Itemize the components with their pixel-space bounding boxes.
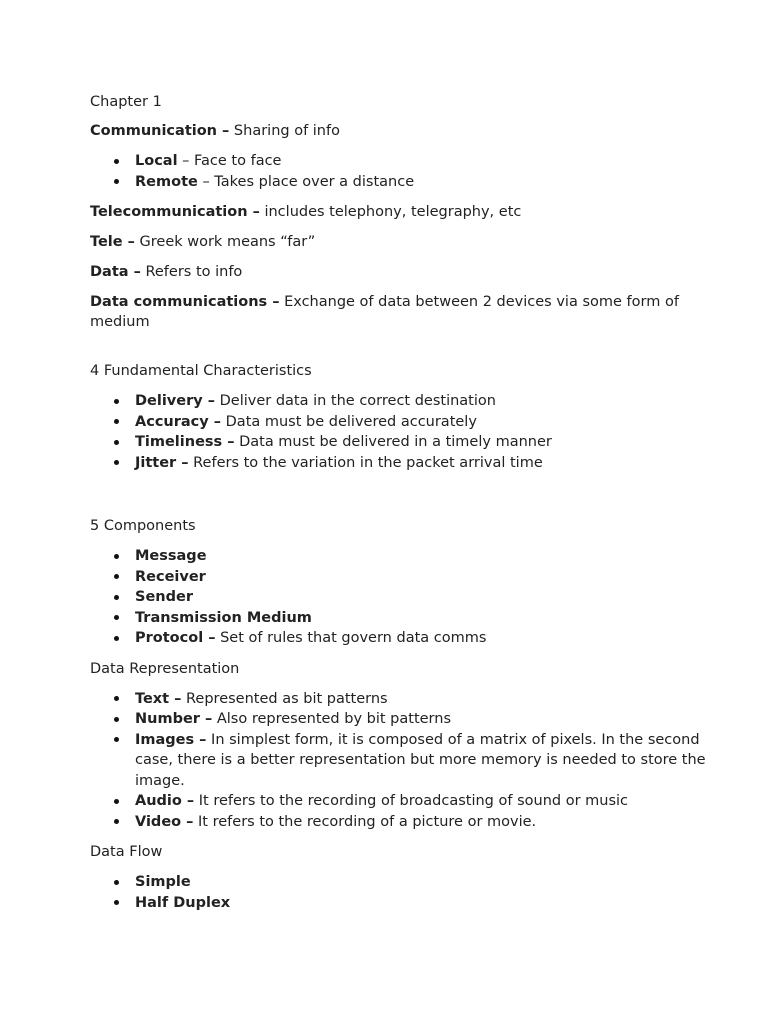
item-term: Accuracy –	[135, 413, 222, 430]
definition-term: Data –	[90, 264, 141, 280]
item-term: Audio –	[135, 793, 195, 809]
item-term: Video –	[135, 813, 194, 830]
item-term: Simple	[135, 874, 191, 890]
section-title-representation: Data Representation	[90, 660, 240, 677]
item-desc: Refers to the variation in the packet arrival time	[188, 454, 543, 471]
list-item	[90, 391, 708, 412]
definition-desc: Refers to info	[140, 264, 243, 280]
item-term: Message	[135, 548, 207, 564]
item-desc: Data must be delivered accurately	[221, 413, 477, 430]
item-desc: In simplest form, it is composed of a matrix of pixels. In the second case, there is a better representation but more memory is needed to store the image.	[135, 731, 706, 789]
item-term: Protocol –	[135, 630, 216, 646]
communication-types-list	[90, 151, 708, 192]
spacer	[90, 332, 708, 361]
data-flow-list	[90, 872, 708, 913]
definition-desc: Sharing of info	[229, 123, 340, 139]
list-item	[90, 730, 708, 792]
list-item	[90, 872, 708, 893]
definition-tele	[90, 232, 708, 252]
item-term: Receiver	[135, 568, 206, 585]
section-title-components: 5 Components	[90, 518, 196, 534]
item-desc: Also represented by bit patterns	[212, 711, 451, 727]
list-item	[90, 151, 708, 172]
chapter-title: Chapter 1	[90, 94, 162, 110]
list-item	[90, 546, 708, 567]
characteristics-list	[90, 391, 708, 473]
section-title-characteristics: 4 Fundamental Characteristics	[90, 363, 312, 379]
item-desc: Data must be delivered in a timely manner	[234, 434, 552, 450]
definition-term: Telecommunication –	[90, 204, 260, 220]
item-term: Jitter –	[135, 454, 189, 471]
item-term: Local	[135, 153, 178, 169]
item-term: Sender	[135, 589, 193, 605]
list-item	[90, 689, 708, 710]
list-item	[90, 453, 708, 474]
list-item	[90, 812, 708, 833]
item-term: Remote	[135, 173, 198, 190]
list-item	[90, 893, 708, 914]
item-desc: Represented as bit patterns	[181, 690, 388, 707]
list-item	[90, 587, 708, 608]
item-term: Delivery –	[135, 393, 215, 409]
item-desc: – Face to face	[177, 153, 282, 169]
definition-telecommunication	[90, 202, 708, 222]
definition-communication	[90, 121, 708, 141]
item-desc: It refers to the recording of broadcasting of sound or music	[194, 793, 629, 809]
components-list	[90, 546, 708, 649]
representation-list	[90, 689, 708, 833]
definition-data-communications	[90, 292, 708, 332]
item-desc: – Takes place over a distance	[197, 173, 415, 190]
definition-term: Data communications –	[90, 294, 280, 310]
list-item	[90, 709, 708, 730]
section-title-data-flow: Data Flow	[90, 844, 163, 860]
definition-term: Communication –	[90, 123, 230, 139]
item-desc: It refers to the recording of a picture or movie.	[193, 813, 537, 830]
list-item	[90, 791, 708, 812]
item-term: Half Duplex	[135, 894, 231, 911]
definition-desc: Greek work means “far”	[134, 234, 316, 250]
definition-desc: Exchange of data between 2 devices via some form of medium	[90, 294, 679, 330]
item-term: Number –	[135, 711, 213, 727]
list-item	[90, 432, 708, 453]
list-item	[90, 412, 708, 433]
list-item	[90, 172, 708, 193]
item-term: Transmission Medium	[135, 609, 312, 626]
item-desc: Deliver data in the correct destination	[215, 393, 496, 409]
item-term: Timeliness –	[135, 434, 235, 450]
list-item	[90, 567, 708, 588]
definition-term: Tele –	[90, 234, 135, 250]
definition-data	[90, 262, 708, 282]
item-desc: Set of rules that govern data comms	[215, 630, 487, 646]
definition-desc: includes telephony, telegraphy, etc	[259, 204, 522, 220]
list-item	[90, 628, 708, 649]
list-item	[90, 608, 708, 629]
spacer	[90, 483, 708, 516]
item-term: Text –	[135, 690, 182, 707]
item-term: Images –	[135, 731, 207, 748]
